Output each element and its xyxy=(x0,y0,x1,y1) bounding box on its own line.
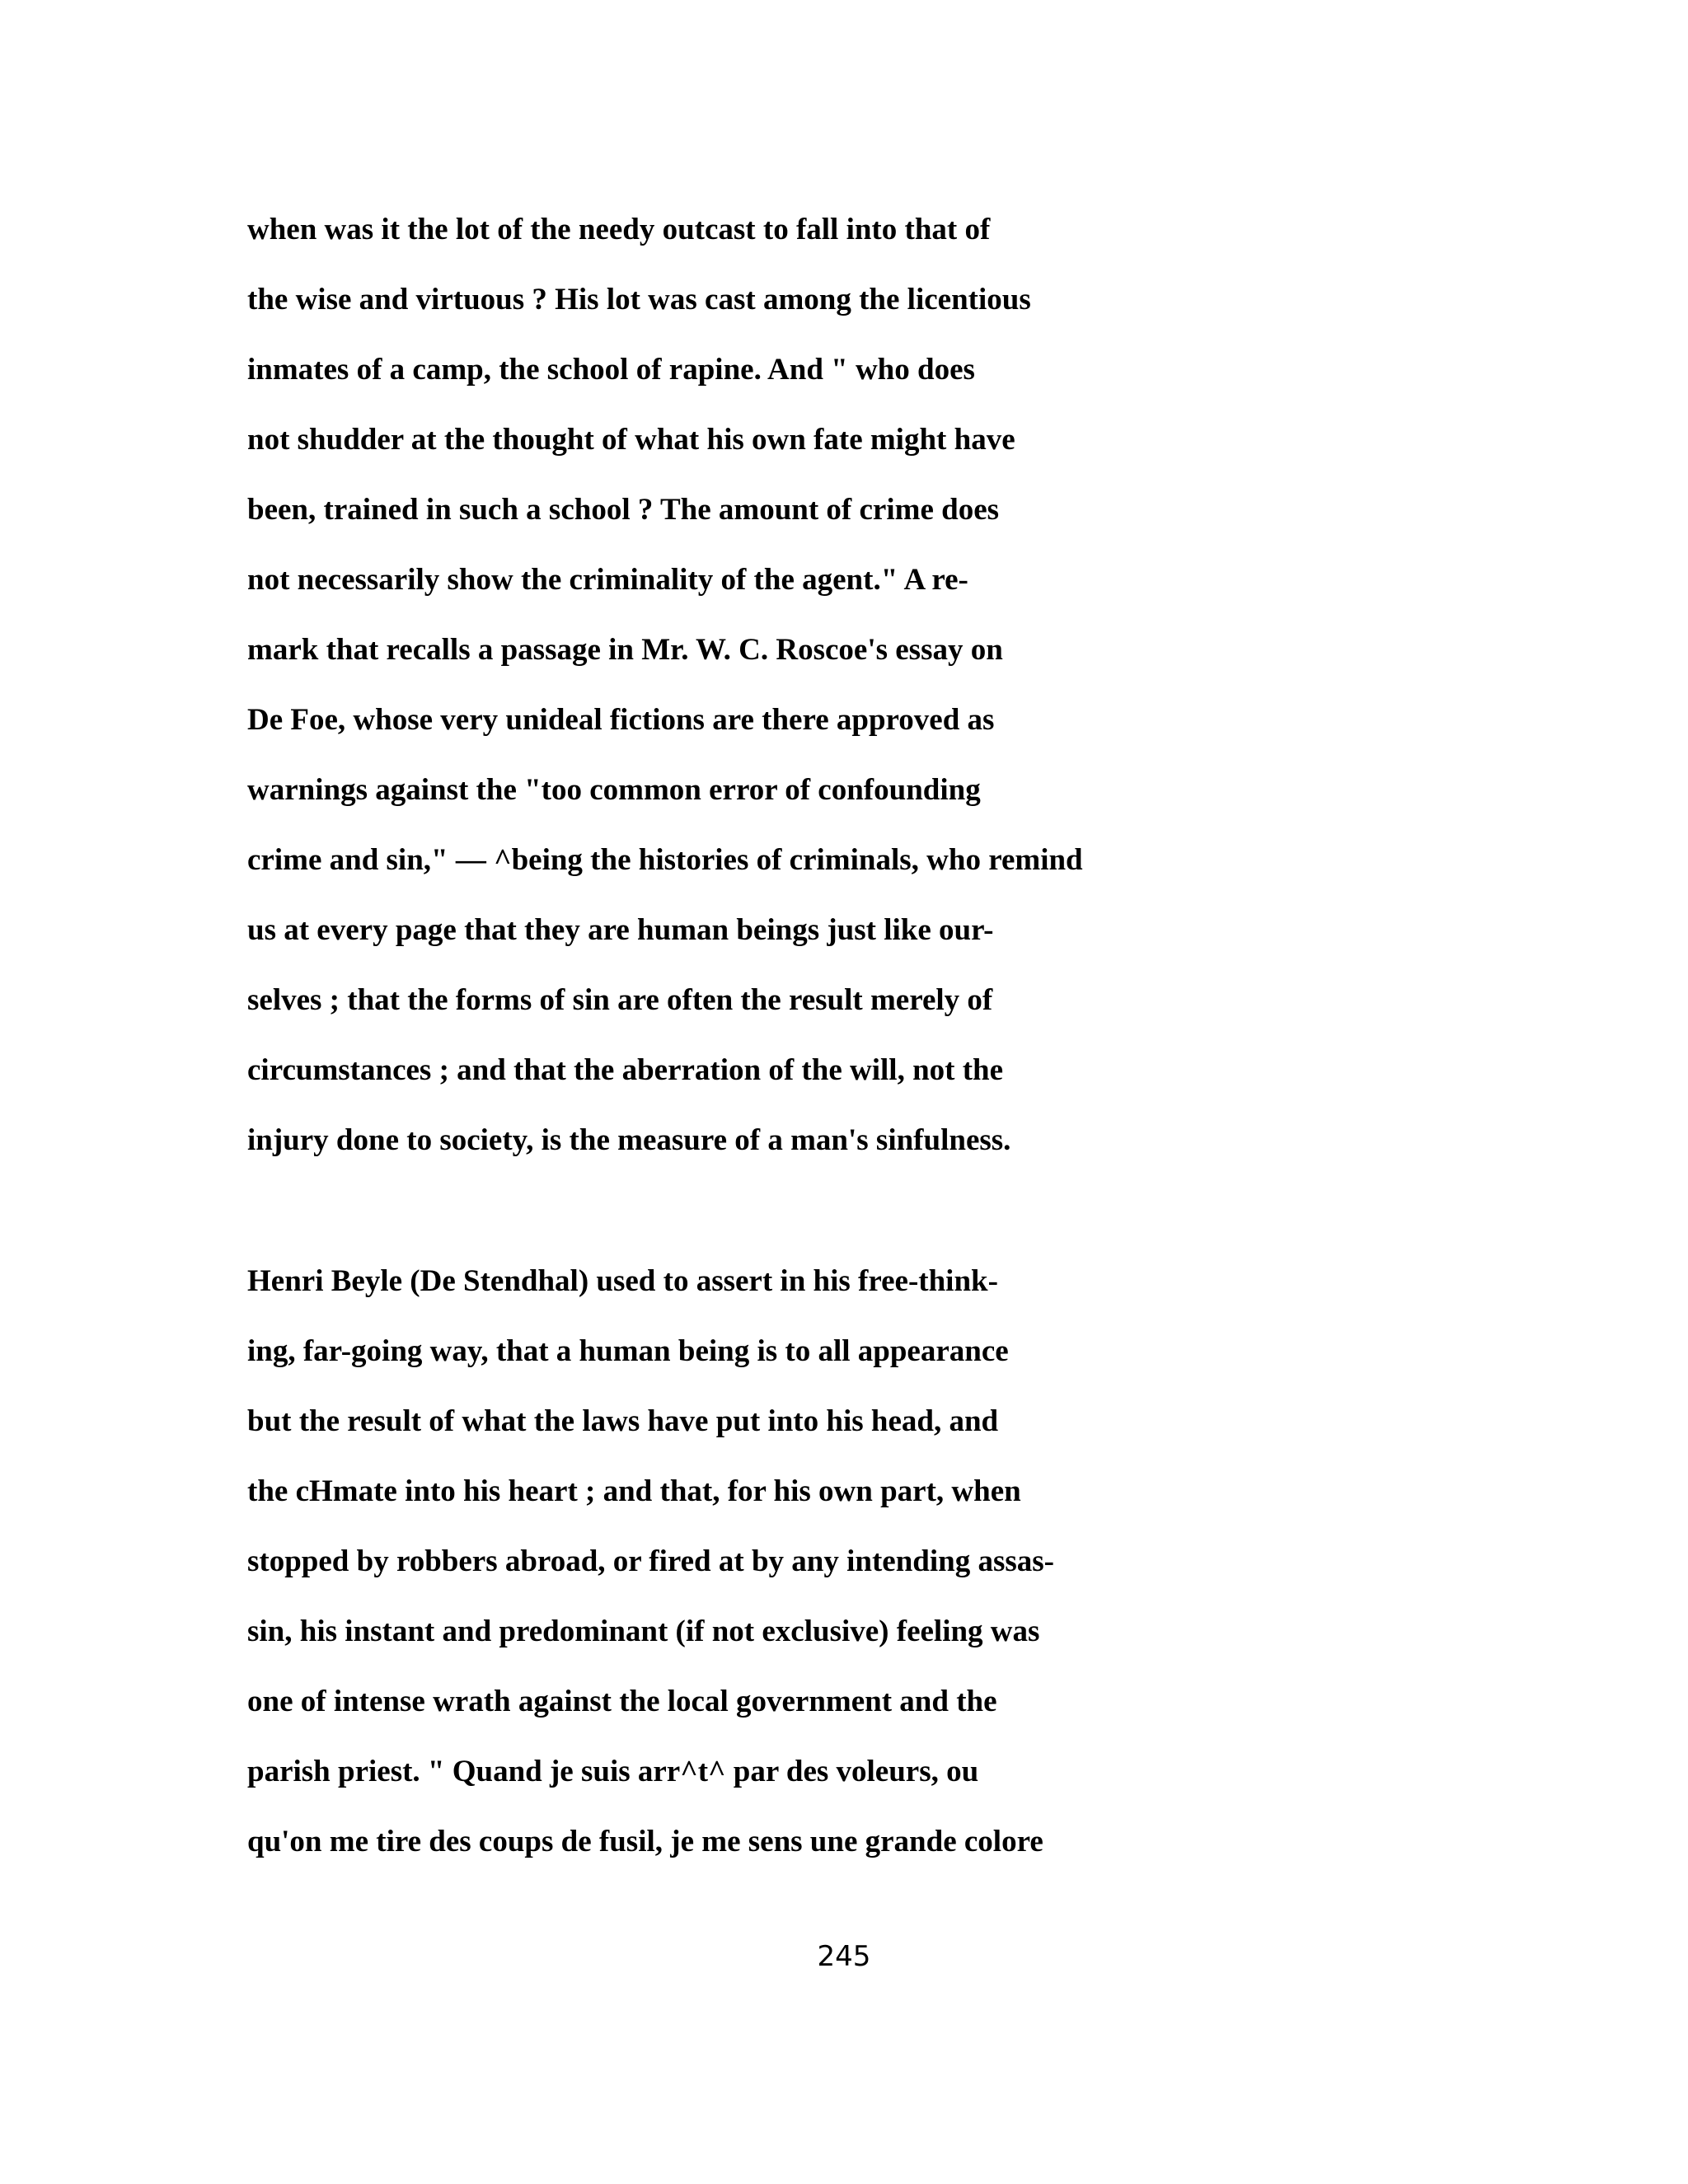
text-line: Henri Beyle (De Stendhal) used to assert in his free-think- xyxy=(247,1264,998,1298)
text-line: ing, far-going way, that a human being is to all appearance xyxy=(247,1334,1009,1368)
text-line: not necessarily show the criminality of the agent." A re- xyxy=(247,563,968,597)
text-line: injury done to society, is the measure of a man's sinfulness. xyxy=(247,1123,1011,1157)
text-line: mark that recalls a passage in Mr. W. C. Roscoe's essay on xyxy=(247,633,1003,667)
page-number: 245 xyxy=(817,1940,871,1973)
text-line: one of intense wrath against the local government and the xyxy=(247,1685,997,1718)
paragraph-1 xyxy=(247,194,1484,1175)
text-line: circumstances ; and that the aberration of the will, not the xyxy=(247,1053,1004,1087)
text-line: not shudder at the thought of what his own fate might have xyxy=(247,423,1015,457)
text-line: but the result of what the laws have put into his head, and xyxy=(247,1404,999,1438)
text-line: crime and sin," — ^being the histories of criminals, who remind xyxy=(247,843,1083,877)
text-line: parish priest. " Quand je suis arr^t^ par des voleurs, ou xyxy=(247,1755,979,1788)
text-line: the wise and virtuous ? His lot was cast among the licentious xyxy=(247,283,1031,316)
text-line: inmates of a camp, the school of rapine. And " who does xyxy=(247,353,975,387)
text-line: selves ; that the forms of sin are often the result merely of xyxy=(247,983,993,1017)
text-line: stopped by robbers abroad, or fired at by any intending assas- xyxy=(247,1544,1054,1578)
text-line: been, trained in such a school ? The amount of crime does xyxy=(247,493,1000,527)
text-line: warnings against the "too common error of confounding xyxy=(247,773,981,807)
text-line: qu'on me tire des coups de fusil, je me sens une grande colore xyxy=(247,1825,1043,1858)
paragraph-2 xyxy=(247,1246,1484,1877)
text-line: when was it the lot of the needy outcast to fall into that of xyxy=(247,213,991,246)
text-line: sin, his instant and predominant (if not exclusive) feeling was xyxy=(247,1615,1040,1648)
text-line: De Foe, whose very unideal fictions are there approved as xyxy=(247,703,995,737)
text-line: us at every page that they are human beings just like our- xyxy=(247,913,994,947)
text-line: the cHmate into his heart ; and that, for his own part, when xyxy=(247,1474,1021,1508)
